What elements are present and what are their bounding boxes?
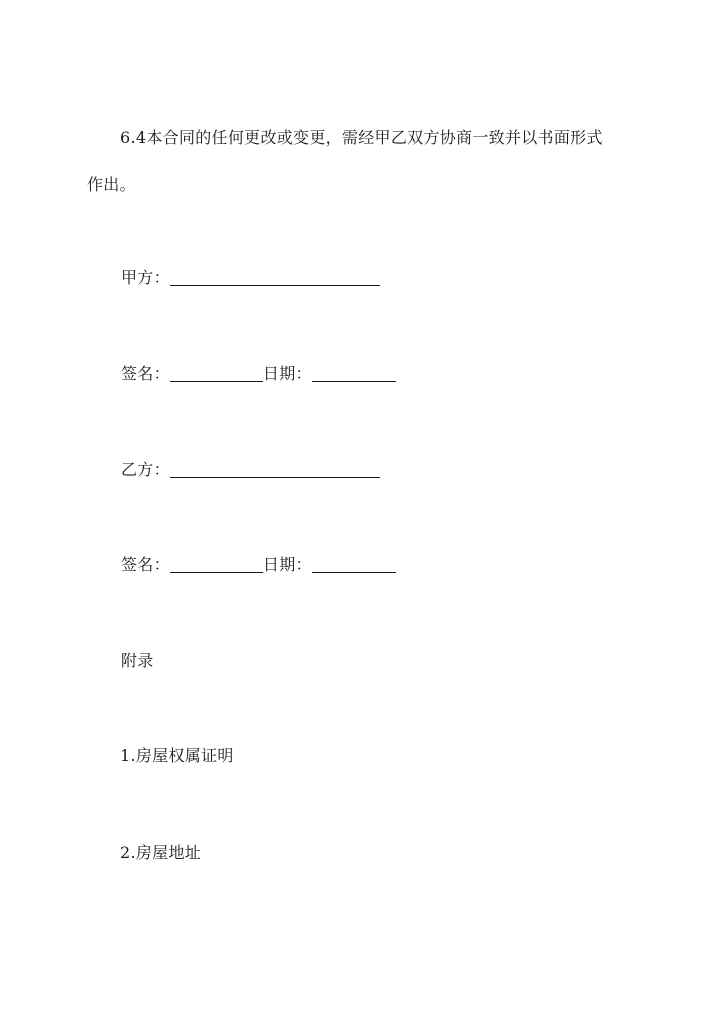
party-b-date-blank[interactable] bbox=[312, 556, 396, 573]
clause-6-4-line-1: 6.4本合同的任何更改或变更，需经甲乙双方协商一致并以书面形式 bbox=[120, 128, 603, 147]
party-a-signature-blank[interactable] bbox=[170, 365, 263, 382]
party-a-row bbox=[121, 268, 380, 288]
clause-6-4-line-2: 作出。 bbox=[87, 175, 136, 194]
party-b-blank[interactable] bbox=[170, 461, 380, 478]
party-a-signature-label: 签名： bbox=[121, 364, 170, 383]
party-b-signature-blank[interactable] bbox=[170, 556, 263, 573]
party-a-blank[interactable] bbox=[170, 269, 380, 286]
party-a-signature-row bbox=[121, 364, 396, 384]
party-b-label: 乙方： bbox=[121, 460, 170, 479]
party-a-date-blank[interactable] bbox=[312, 365, 396, 382]
party-b-signature-row bbox=[121, 555, 396, 575]
appendix-item: 1.房屋权属证明 bbox=[120, 746, 234, 765]
appendix-item: 2.房屋地址 bbox=[120, 843, 202, 862]
party-a-date-label: 日期： bbox=[262, 364, 312, 383]
appendix-title: 附录 bbox=[121, 651, 154, 670]
party-b-signature-label: 签名： bbox=[121, 555, 170, 574]
party-b-row bbox=[121, 460, 380, 480]
party-b-date-label: 日期： bbox=[262, 555, 312, 574]
party-a-label: 甲方： bbox=[121, 268, 170, 287]
